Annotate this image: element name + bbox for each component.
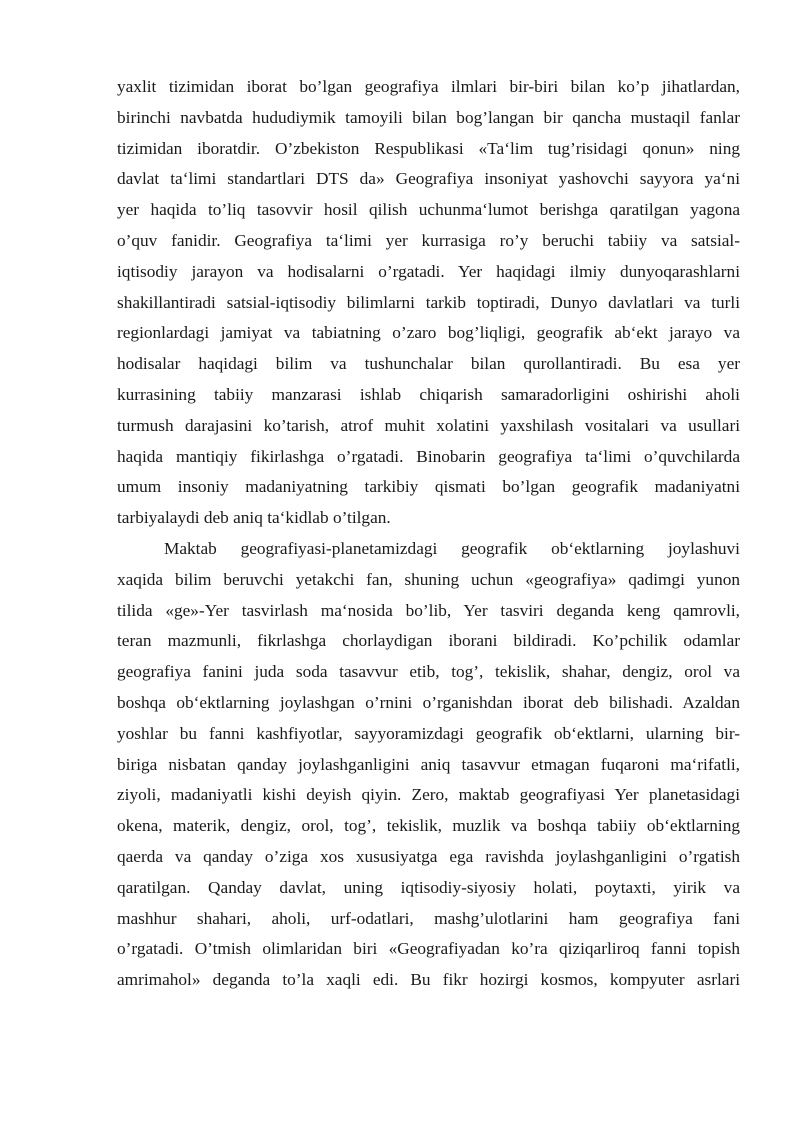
text-line: amrimahol» deganda to’la xaqli edi. Bu fikr hozirgi kosmos, kompyuter asrlari <box>117 970 740 990</box>
text-line: davlat ta‘limi standartlari DTS da» Geografiya insoniyat yashovchi sayyora ya‘ni <box>117 169 740 189</box>
text-line: regionlardagi jamiyat va tabiatning o’zaro bog’liqligi, geografik ab‘ekt jarayo va <box>117 323 740 343</box>
text-line: umum insoniy madaniyatning tarkibiy qismati bo’lgan geografik madaniyatni <box>117 477 740 497</box>
text-line: boshqa ob‘ektlarning joylashgan o’rnini o’rganishdan iborat deb bilishadi. Azaldan <box>117 692 740 712</box>
text-line: biriga nisbatan qanday joylashganligini aniq tasavvur etmagan fuqaroni ma‘rifatli, <box>117 754 740 774</box>
text-line: turmush darajasini ko’tarish, atrof muhit xolatini yaxshilash vositalari va usullari <box>117 415 740 435</box>
text-line: o’quv fanidir. Geografiya ta‘limi yer kurrasiga ro’y beruchi tabiiy va satsial- <box>117 230 740 250</box>
text-line: teran mazmunli, fikrlashga chorlaydigan iborani bildiradi. Ko’pchilik odamlar <box>117 631 740 651</box>
text-line: qaerda va qanday o’ziga xos xususiyatga ega ravishda joylashganligini o’rgatish <box>117 846 740 866</box>
text-line: o’rgatadi. O’tmish olimlaridan biri «Geografiyadan ko’ra qiziqarliroq fanni topish <box>117 939 740 959</box>
text-line: geografiya fanini juda soda tasavvur etib, tog’, tekislik, shahar, dengiz, orol va <box>117 662 740 682</box>
text-line: hodisalar haqidagi bilim va tushunchalar bilan qurollantiradi. Bu esa yer <box>117 354 740 374</box>
text-line: kurrasining tabiiy manzarasi ishlab chiqarish samaradorligini oshirishi aholi <box>117 384 740 404</box>
text-line: tarbiyalaydi deb aniq ta‘kidlab o’tilgan. <box>117 508 391 528</box>
text-line: shakillantiradi satsial-iqtisodiy bilimlarni tarkib toptiradi, Dunyo davlatlari va turli <box>117 292 740 312</box>
text-line: tizimidan iboratdir. O’zbekiston Respublikasi «Ta‘lim tug’risidagi qonun» ning <box>117 138 740 158</box>
text-line: birinchi navbatda hududiymik tamoyili bilan bog’langan bir qancha mustaqil fanlar <box>117 107 740 127</box>
text-line: yoshlar bu fanni kashfiyotlar, sayyoramizdagi geografik ob‘ektlarni, ularning bir- <box>117 723 740 743</box>
text-line: tilida «ge»-Yer tasvirlash ma‘nosida bo’lib, Yer tasviri deganda keng qamrovli, <box>117 600 740 620</box>
text-line: iqtisodiy jarayon va hodisalarni o’rgatadi. Yer haqidagi ilmiy dunyoqarashlarni <box>117 261 740 281</box>
paragraph-2 <box>117 534 740 996</box>
text-line: okena, materik, dengiz, orol, tog’, tekislik, muzlik va boshqa tabiiy ob‘ektlarning <box>117 816 740 836</box>
text-line: mashhur shahari, aholi, urf-odatlari, mashg’ulotlarini ham geografiya fani <box>117 908 740 928</box>
document-page <box>117 72 740 996</box>
text-line: xaqida bilim beruvchi yetakchi fan, shuning uchun «geografiya» qadimgi yunon <box>117 569 740 589</box>
text-line: yaxlit tizimidan iborat bo’lgan geografiya ilmlari bir-biri bilan ko’p jihatlardan, <box>117 77 740 96</box>
text-line: ziyoli, madaniyatli kishi deyish qiyin. Zero, maktab geografiyasi Yer planetasidagi <box>117 785 740 805</box>
text-line: Maktab geografiyasi-planetamizdagi geografik ob‘ektlarning joylashuvi <box>164 538 740 558</box>
paragraph-1 <box>117 72 740 534</box>
text-line: haqida mantiqiy fikirlashga o’rgatadi. Binobarin geografiya ta‘limi o’quvchilarda <box>117 446 740 466</box>
text-line: qaratilgan. Qanday davlat, uning iqtisodiy-siyosiy holati, poytaxti, yirik va <box>117 877 740 897</box>
text-line: yer haqida to’liq tasovvir hosil qilish uchunma‘lumot berishga qaratilgan yagona <box>117 200 740 220</box>
